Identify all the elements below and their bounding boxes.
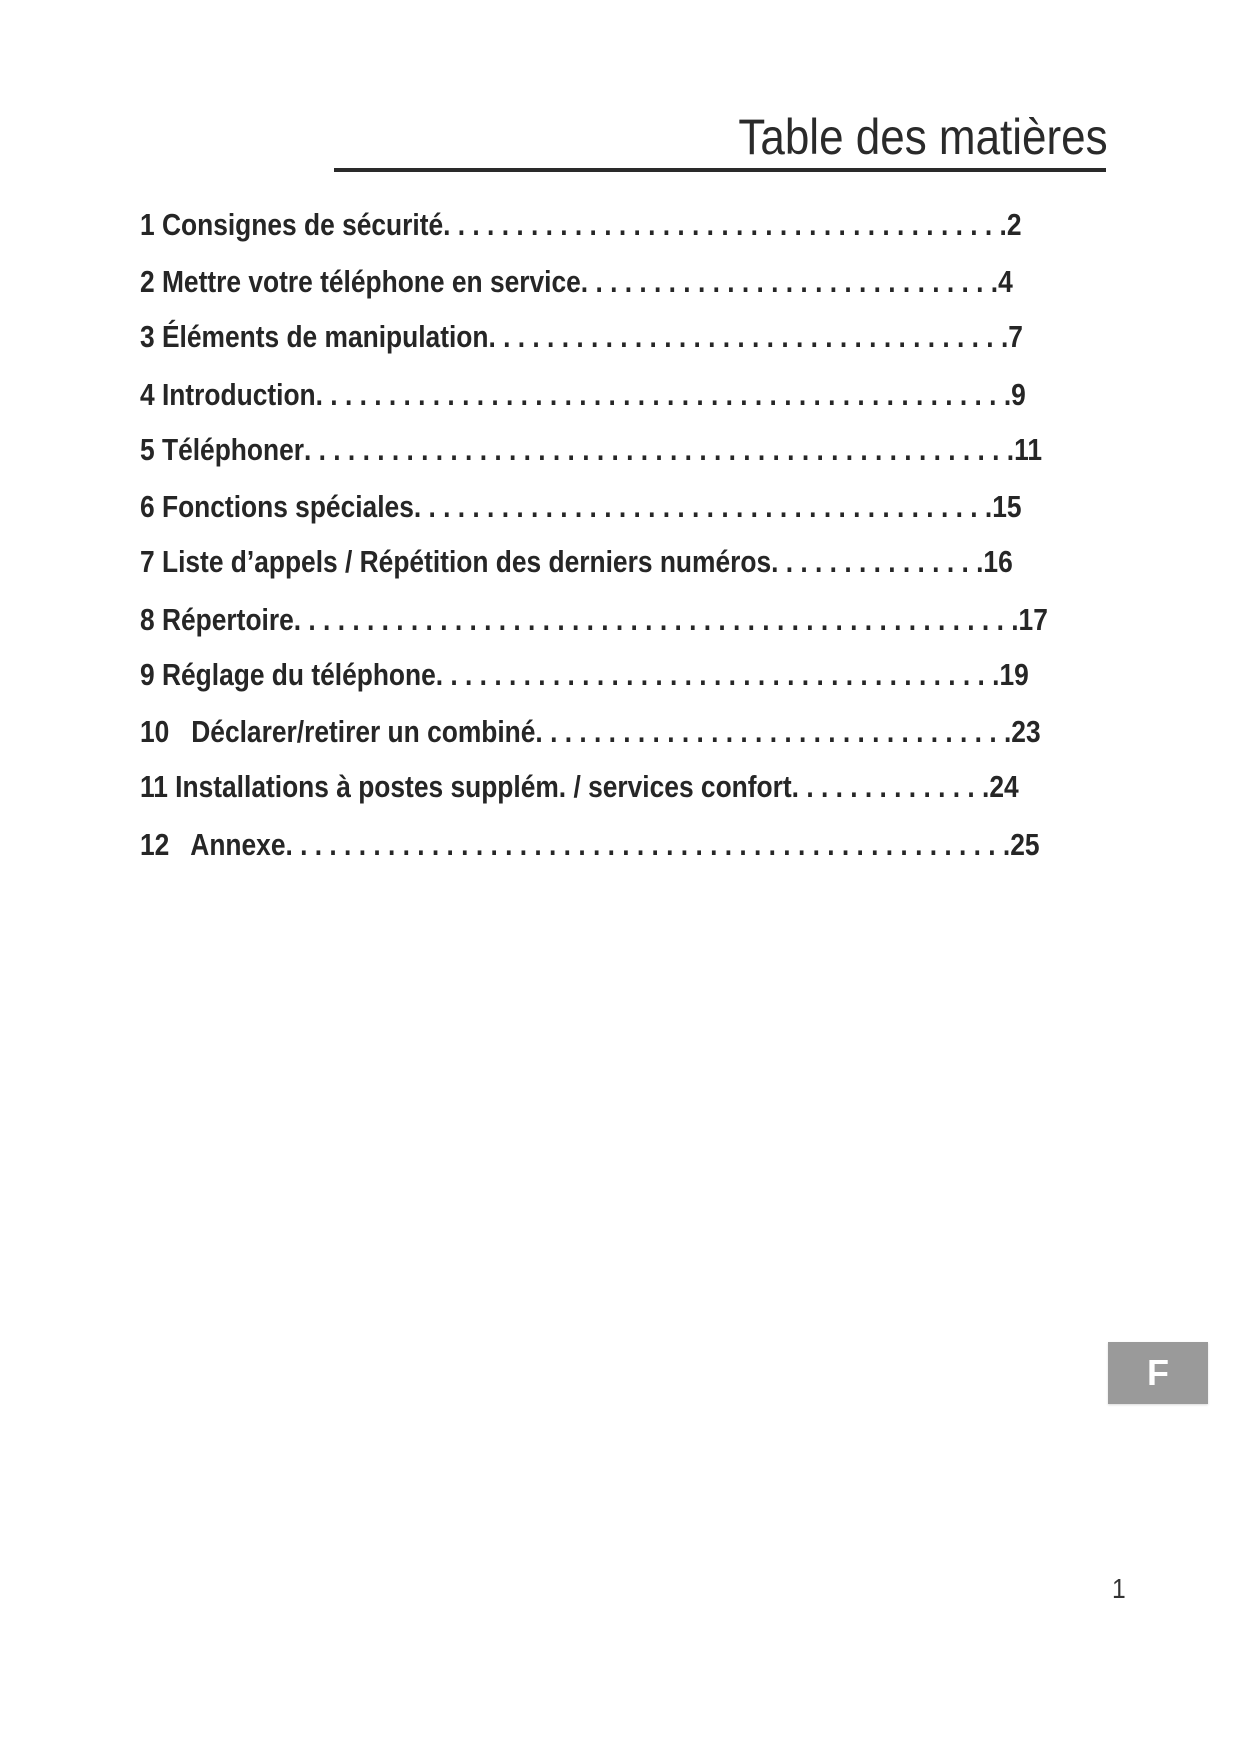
toc-entry-8[interactable] [140, 600, 1208, 640]
toc-entry-label: 4 Introduction [140, 377, 316, 412]
toc-entry-page: 4 [998, 264, 1013, 299]
toc-entry-label: 2 Mettre votre téléphone en service [140, 264, 581, 299]
toc-entry-11[interactable] [140, 767, 1174, 807]
language-tab: F [1108, 1342, 1208, 1404]
toc-entry-page: 25 [1010, 827, 1040, 862]
toc-entry-page: 11 [1014, 432, 1042, 467]
toc-entry-page: 23 [1011, 714, 1041, 749]
toc-entry-label: 3 Éléments de manipulation [140, 319, 489, 354]
toc-entry-page: 15 [992, 489, 1022, 524]
toc-entry-leader: . . . . . . . . . . . . . . . . . . . . . . . . . . . . . . . . . . . . . . . . . . . . . . . . . [303, 432, 1015, 467]
toc-entry-2[interactable] [140, 262, 1167, 302]
toc-entry-4[interactable] [140, 375, 1182, 415]
toc-entry-leader: . . . . . . . . . . . . . . . . . . . . . . . . . . . . . [580, 264, 999, 299]
toc-entry-1[interactable] [140, 205, 1177, 245]
toc-entry-label: 10 Déclarer/retirer un combiné [140, 714, 536, 749]
toc-entry-9[interactable] [140, 655, 1186, 695]
toc-entry-6[interactable] [140, 487, 1177, 527]
toc-entry-leader: . . . . . . . . . . . . . . . . . . . . . . . . . . . . . . . . . . . . . . . [435, 657, 1000, 692]
toc-entry-page: 17 [1018, 602, 1048, 637]
toc-entry-12[interactable] [140, 825, 1198, 865]
toc-entry-3[interactable] [140, 317, 1179, 357]
title-divider [334, 168, 1106, 172]
toc-entry-page: 2 [1006, 207, 1022, 242]
toc-entry-label: 9 Réglage du téléphone [140, 657, 436, 692]
toc-entry-page: 24 [989, 769, 1019, 804]
page-number: 1 [1112, 1573, 1126, 1604]
toc-entry-page: 9 [1011, 377, 1026, 412]
toc-entry-label: 8 Répertoire [140, 602, 294, 637]
toc-entry-leader: . . . . . . . . . . . . . . . . . . . . . . . . . . . . . . . . . [535, 714, 1012, 749]
toc-entry-page: 7 [1008, 319, 1023, 354]
toc-entry-label: 1 Consignes de sécurité [140, 207, 444, 242]
toc-entry-page: 19 [999, 657, 1029, 692]
toc-entry-label: 5 Téléphoner [140, 432, 304, 467]
toc-entry-leader: . . . . . . . . . . . . . . . . . . . . . . . . . . . . . . . . . . . . . . . . . . . . . . . . . . [293, 602, 1019, 637]
toc-entry-leader: . . . . . . . . . . . . . . . . . . . . . . . . . . . . . . . . . . . . . . . . . . . . . . . . [315, 377, 1012, 412]
toc-entry-leader: . . . . . . . . . . . . . . . [771, 544, 984, 579]
toc-entry-label: 6 Fonctions spéciales [140, 489, 414, 524]
page-title: Table des matières [738, 109, 1108, 165]
toc-entry-leader: . . . . . . . . . . . . . . . . . . . . . . . . . . . . . . . . . . . . . . . . . . . . . . . . . . [285, 827, 1011, 862]
toc-entry-leader: . . . . . . . . . . . . . . . . . . . . . . . . . . . . . . . . . . . . . . . . [413, 489, 993, 524]
toc-entry-leader: . . . . . . . . . . . . . . . . . . . . . . . . . . . . . . . . . . . . [488, 319, 1009, 354]
toc-entry-label: 7 Liste d’appels / Répétition des derniers numéros [140, 544, 772, 579]
toc-entry-10[interactable] [140, 712, 1200, 752]
toc-entry-label: 12 Annexe [140, 827, 286, 862]
toc-entry-5[interactable] [140, 430, 1201, 470]
toc-entry-page: 16 [983, 544, 1013, 579]
toc-entry-leader: . . . . . . . . . . . . . . . . . . . . . . . . . . . . . . . . . . . . . . . [443, 207, 1007, 242]
toc-entry-leader: . . . . . . . . . . . . . . [791, 769, 990, 804]
toc-entry-label: 11 Installations à postes supplém. / services confort [140, 769, 792, 804]
toc-entry-7[interactable] [140, 542, 1167, 582]
